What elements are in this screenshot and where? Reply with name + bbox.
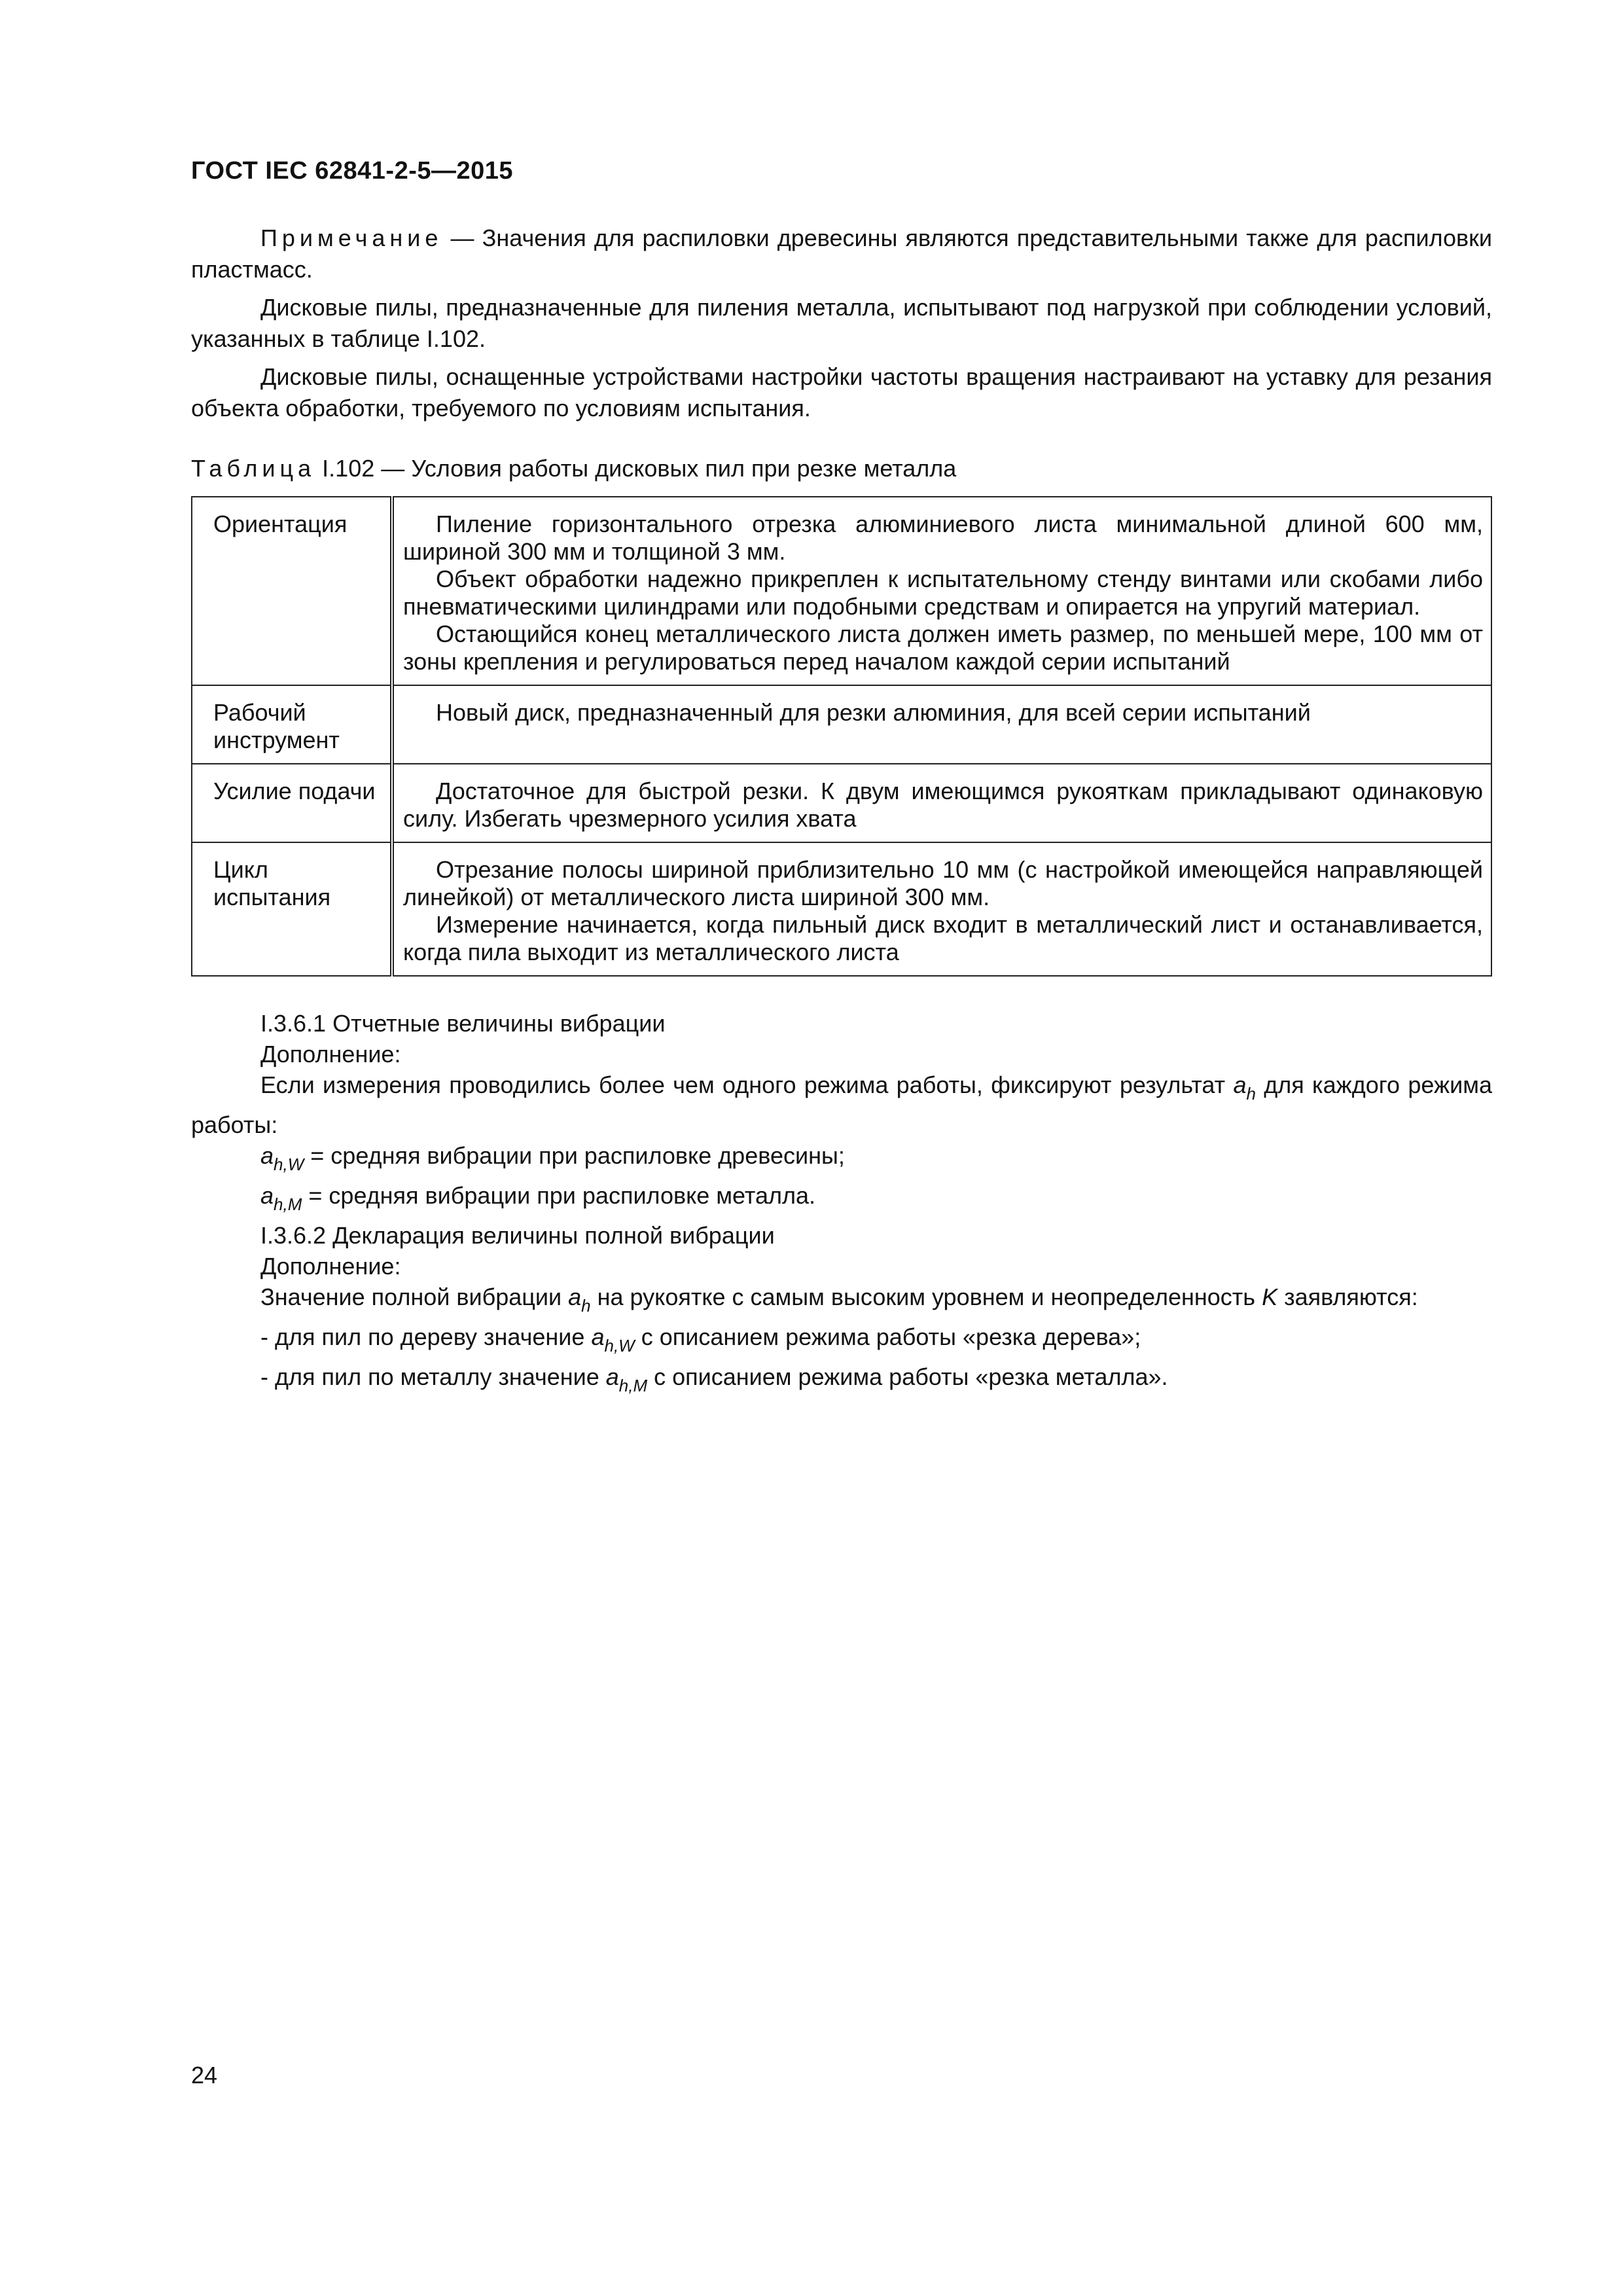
table-caption [191, 453, 956, 484]
subscript: h,M [274, 1194, 302, 1214]
row-value [392, 842, 1491, 976]
bullet-text: - для пил по дереву значение [260, 1323, 585, 1350]
cell-paragraph: Новый диск, предназначенный для резки алюминия, для всей серии испытаний [436, 699, 1311, 726]
cell-paragraph: Отрезание полосы шириной приблизительно 10 мм (с настройкой имеющейся направляющей линейкой) от металлического листа шириной 300 мм. [403, 856, 1483, 910]
subscript: h,W [274, 1155, 304, 1174]
row-label: Рабочий инструмент [192, 685, 392, 764]
row-label: Ориентация [192, 497, 392, 685]
symbol-a: a [568, 1283, 582, 1310]
cell-paragraph: Достаточное для быстрой резки. К двум имеющимся рукояткам прикладывают одинаковую силу. Избегать чрезмерного усилия хвата [403, 778, 1483, 832]
intro-text [191, 223, 1492, 424]
addition-label-1: Дополнение: [260, 1041, 401, 1067]
note-label: Примечание [260, 224, 443, 251]
paragraph-text: Значение полной вибрации [260, 1283, 562, 1310]
bullet-wood [191, 1321, 1492, 1361]
symbol-a: a [591, 1323, 605, 1350]
subscript: h,M [618, 1376, 648, 1395]
note-text: — Значения для распиловки древесины являются представительными также для распиловки пластмасс. [191, 224, 1492, 283]
row-label: Цикл испытания [192, 842, 392, 976]
conditions-table [191, 496, 1492, 977]
addition-label-2: Дополнение: [260, 1253, 401, 1280]
row-value [392, 764, 1491, 842]
bullet-text: с описанием режима работы «резка металла». [654, 1363, 1168, 1390]
document-header: ГОСТ IEC 62841-2-5—2015 [191, 157, 514, 185]
vibration-sections [191, 1008, 1492, 1401]
table-row [192, 685, 1491, 764]
table-row [192, 842, 1491, 976]
paragraph-text: заявляются: [1284, 1283, 1418, 1310]
section-heading-2: I.3.6.2 Декларация величины полной вибрации [260, 1222, 775, 1249]
page-number: 24 [191, 2062, 218, 2089]
row-label: Усилие подачи [192, 764, 392, 842]
intro-paragraph-2: Дисковые пилы, оснащенные устройствами настройки частоты вращения настраивают на уставку для резания объекта обработки, требуемого по условиям испытания. [191, 363, 1492, 422]
symbol-a: a [260, 1142, 274, 1169]
paragraph-text: Если измерения проводились более чем одного режима работы, фиксируют результат [260, 1071, 1226, 1098]
table-row [192, 497, 1491, 685]
bullet-text: с описанием режима работы «резка дерева»; [641, 1323, 1141, 1350]
symbol-a: a [605, 1363, 619, 1390]
bullet-metal [191, 1361, 1492, 1401]
cell-paragraph: Объект обработки надежно прикреплен к испытательному стенду винтами или скобами либо пневматическими цилиндрами или подобными средствам и опирается на упругий материал. [403, 565, 1483, 620]
measurement-paragraph [191, 1069, 1492, 1140]
symbol-a: a [260, 1182, 274, 1209]
table-row [192, 764, 1491, 842]
intro-paragraph-1: Дисковые пилы, предназначенные для пиления металла, испытывают под нагрузкой при соблюдении условий, указанных в таблице I.102. [191, 294, 1492, 352]
paragraph-text: для каждого режима работы: [191, 1071, 1492, 1138]
definition-text: = средняя вибрации при распиловке металла. [308, 1182, 816, 1209]
subscript: h [1246, 1084, 1256, 1103]
paragraph-text: на рукоятке с самым высоким уровнем и неопределенность [597, 1283, 1256, 1310]
subscript: h,W [604, 1336, 635, 1355]
note-paragraph [191, 223, 1492, 285]
symbol-K: K [1262, 1283, 1278, 1310]
definition-wood [191, 1140, 1492, 1180]
cell-paragraph: Пиление горизонтального отрезка алюминиевого листа минимальной длиной 600 мм, шириной 300 мм и толщиной 3 мм. [403, 511, 1483, 565]
definition-metal [191, 1180, 1492, 1220]
symbol-a: a [1233, 1071, 1247, 1098]
bullet-text: - для пил по металлу значение [260, 1363, 599, 1390]
row-value [392, 685, 1491, 764]
definition-text: = средняя вибрации при распиловке древесины; [310, 1142, 845, 1169]
cell-paragraph: Остающийся конец металлического листа должен иметь размер, по меньшей мере, 100 мм от зоны крепления и регулироваться перед началом каждой серии испытаний [403, 620, 1483, 675]
cell-paragraph: Измерение начинается, когда пильный диск входит в металлический лист и останавливается, когда пила выходит из металлического листа [403, 911, 1483, 965]
row-value [392, 497, 1491, 685]
table-caption-label: Таблица [191, 455, 316, 482]
subscript: h [581, 1296, 591, 1316]
section-heading-1: I.3.6.1 Отчетные величины вибрации [260, 1010, 666, 1037]
table-caption-text: I.102 — Условия работы дисковых пил при резке металла [322, 455, 957, 482]
declaration-paragraph [191, 1282, 1492, 1321]
